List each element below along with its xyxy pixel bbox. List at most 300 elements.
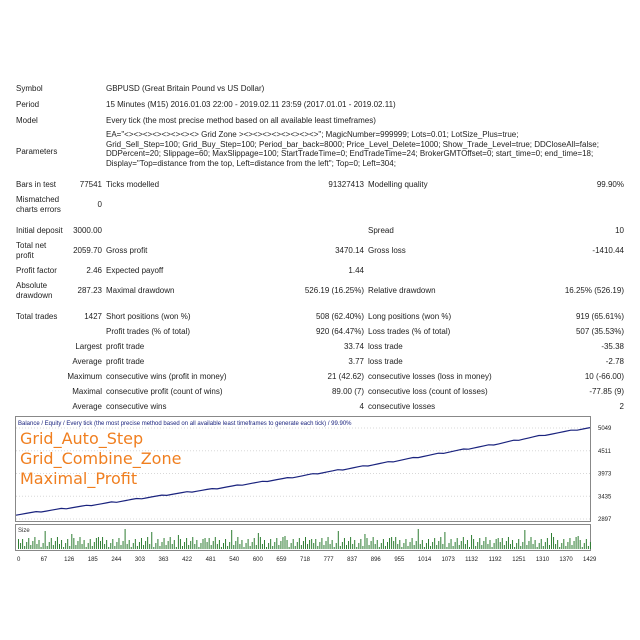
- mismatched-label: Mismatched: [16, 195, 60, 204]
- size-bar: [330, 544, 331, 549]
- size-bar: [98, 537, 99, 549]
- size-bar: [96, 538, 97, 549]
- size-bar: [170, 537, 171, 549]
- x-tick-label: 659: [276, 557, 287, 563]
- size-bar: [219, 540, 220, 549]
- x-tick-label: 1132: [465, 557, 478, 563]
- size-bar: [153, 547, 154, 549]
- size-bar: [225, 539, 226, 549]
- max-consecutive-wins-label: consecutive wins (profit in money): [106, 372, 227, 381]
- size-bar: [100, 541, 101, 549]
- size-bar: [379, 547, 380, 549]
- x-tick-label: 1014: [417, 557, 432, 563]
- size-bar: [586, 539, 587, 549]
- size-bar: [469, 547, 470, 549]
- maximal-consecutive-profit-label: consecutive profit (count of wins): [106, 387, 223, 396]
- size-bar: [477, 542, 478, 549]
- size-bar: [311, 539, 312, 549]
- x-tick-label: 540: [229, 557, 240, 563]
- maximal-consecutive-profit-value: 89.00 (7): [331, 387, 364, 396]
- parameters-line: Grid_Sell_Step=100; Grid_Buy_Step=100; Period_bar_back=8000; Price_Level_Delete=1000; Show_Trade_Level=true; DDCloseAll=false;: [106, 139, 599, 149]
- size-bar: [414, 545, 415, 549]
- size-bar: [334, 547, 335, 549]
- size-bar: [371, 541, 372, 549]
- largest-profit-value: 33.74: [343, 342, 364, 351]
- size-bar: [422, 540, 423, 549]
- size-bar: [377, 540, 378, 549]
- size-bar: [479, 538, 480, 549]
- long-positions-value: 919 (65.61%): [575, 312, 624, 321]
- size-bar: [67, 539, 68, 549]
- size-bar: [551, 533, 552, 549]
- size-bar: [139, 542, 140, 549]
- size-bar: [418, 529, 419, 549]
- size-bar: [71, 534, 72, 549]
- size-bar: [467, 540, 468, 549]
- size-bar: [110, 543, 111, 549]
- spread-label: Spread: [368, 226, 394, 235]
- average-consecutive-wins-value: 4: [359, 402, 364, 411]
- size-bar: [580, 540, 581, 549]
- size-bar: [53, 545, 54, 549]
- x-tick-label: 185: [87, 557, 98, 563]
- size-bar: [205, 538, 206, 549]
- size-bar: [200, 543, 201, 549]
- profit-factor-label: Profit factor: [16, 266, 57, 275]
- maximal-consecutive-loss-label: consecutive loss (count of losses): [368, 387, 488, 396]
- model-label: Model: [16, 116, 38, 125]
- size-bar: [174, 540, 175, 549]
- size-bar: [176, 547, 177, 549]
- y-tick-label: 3435: [598, 494, 612, 501]
- initial-deposit-value: 3000.00: [73, 226, 102, 235]
- size-bar: [256, 545, 257, 549]
- size-bar: [272, 546, 273, 549]
- size-bar: [453, 546, 454, 549]
- size-bar: [430, 546, 431, 549]
- size-bar: [157, 539, 158, 549]
- gross-profit-value: 3470.14: [335, 246, 364, 255]
- size-bar: [451, 539, 452, 549]
- size-bar: [305, 537, 306, 549]
- size-bar: [520, 546, 521, 549]
- size-bar: [184, 542, 185, 549]
- size-bar: [494, 543, 495, 549]
- size-bar: [227, 546, 228, 549]
- size-bar: [336, 543, 337, 549]
- size-bar: [47, 546, 48, 549]
- average-loss-value: -2.78: [605, 357, 624, 366]
- size-bar: [80, 537, 81, 549]
- size-bar: [88, 543, 89, 549]
- size-bar: [118, 538, 119, 549]
- size-bar: [121, 545, 122, 549]
- size-bar: [180, 539, 181, 549]
- size-bar: [215, 537, 216, 549]
- maximal-drawdown-value: 526.19 (16.25%): [304, 286, 364, 295]
- size-bar: [86, 547, 87, 549]
- size-bar: [241, 540, 242, 549]
- size-bar: [487, 544, 488, 549]
- size-bar: [63, 547, 64, 549]
- size-bar: [270, 539, 271, 549]
- max-consecutive-losses-value: 10 (-66.00): [584, 372, 624, 381]
- size-label: Size: [18, 528, 30, 534]
- size-bar: [309, 540, 310, 549]
- size-bar: [73, 538, 74, 549]
- size-bar: [133, 543, 134, 549]
- size-bar: [18, 539, 19, 549]
- size-bar: [244, 547, 245, 549]
- size-bar: [41, 547, 42, 549]
- size-bar: [274, 542, 275, 549]
- size-bar: [295, 546, 296, 549]
- size-bar: [26, 542, 27, 549]
- size-bar: [293, 539, 294, 549]
- size-bar: [326, 541, 327, 549]
- x-tick-label: 837: [347, 557, 358, 563]
- average-consecutive-losses-value: 2: [619, 402, 624, 411]
- size-bar: [319, 542, 320, 549]
- size-bar: [426, 543, 427, 549]
- size-bar: [389, 538, 390, 549]
- size-bar: [442, 544, 443, 549]
- x-tick-label: 718: [300, 557, 311, 563]
- size-bar: [555, 544, 556, 549]
- size-bar: [92, 546, 93, 549]
- size-bar: [237, 537, 238, 549]
- size-bar: [496, 539, 497, 549]
- size-bar: [373, 537, 374, 549]
- size-bar: [127, 544, 128, 549]
- size-bar: [198, 547, 199, 549]
- x-tick-label: 1251: [512, 557, 526, 563]
- size-bar: [547, 538, 548, 549]
- ticks-label: Ticks modelled: [106, 180, 160, 189]
- size-bar: [125, 529, 126, 549]
- x-tick-label: 1429: [583, 557, 597, 563]
- average-consecutive-losses-label: consecutive losses: [368, 402, 436, 411]
- size-bar: [65, 543, 66, 549]
- size-bar: [563, 539, 564, 549]
- size-bar: [401, 547, 402, 549]
- chart-header: Balance / Equity / Every tick (the most precise method based on all available least timeframes to generate each tick) / 99.90%: [18, 421, 352, 427]
- size-bar: [59, 544, 60, 549]
- size-bar: [348, 541, 349, 549]
- size-bar: [350, 537, 351, 549]
- profit-trades-value: 920 (64.47%): [315, 327, 364, 336]
- average-consecutive-wins-label: consecutive wins: [106, 402, 167, 411]
- size-bar: [432, 542, 433, 549]
- size-bar: [375, 544, 376, 549]
- size-bar: [569, 538, 570, 549]
- size-bar: [328, 537, 329, 549]
- size-bar: [182, 546, 183, 549]
- size-bar: [188, 545, 189, 549]
- total-trades-label: Total trades: [16, 312, 58, 321]
- net-profit-value: 2059.70: [73, 246, 102, 255]
- short-positions-value: 508 (62.40%): [315, 312, 364, 321]
- largest-loss-value: -35.38: [601, 342, 624, 351]
- size-bar: [239, 544, 240, 549]
- size-bar: [518, 539, 519, 549]
- size-bar: [217, 544, 218, 549]
- x-tick-label: 0: [17, 557, 21, 563]
- average-profit-value: 3.77: [348, 357, 364, 366]
- x-tick-label: 896: [370, 557, 381, 563]
- size-bar: [553, 537, 554, 549]
- largest-profit-label: profit trade: [106, 342, 145, 351]
- net-profit-label-2: profit: [16, 251, 34, 260]
- x-tick-label: 1192: [488, 557, 502, 563]
- size-bar: [590, 542, 591, 549]
- largest-label: Largest: [75, 342, 102, 351]
- size-bar: [151, 532, 152, 549]
- size-bar: [190, 541, 191, 549]
- y-tick-label: 3973: [598, 471, 612, 478]
- size-bar: [506, 541, 507, 549]
- size-bar: [315, 539, 316, 549]
- size-bar: [196, 540, 197, 549]
- x-tick-label: 955: [394, 557, 405, 563]
- size-bar: [526, 545, 527, 549]
- y-axis-ticks: [598, 426, 612, 523]
- size-bar: [254, 538, 255, 549]
- y-tick-label: 2897: [598, 517, 612, 523]
- size-bar: [34, 537, 35, 549]
- period-value: 15 Minutes (M15) 2016.01.03 22:00 - 2019.02.11 23:59 (2017.01.01 - 2019.02.11): [106, 100, 396, 109]
- size-bar: [162, 542, 163, 549]
- size-bar: [549, 545, 550, 549]
- size-bar: [528, 541, 529, 549]
- size-bar: [352, 544, 353, 549]
- size-bar: [307, 544, 308, 549]
- average-consecutive-label: Average: [72, 402, 102, 411]
- gross-loss-label: Gross loss: [368, 246, 406, 255]
- size-bar: [500, 542, 501, 549]
- size-bar: [516, 543, 517, 549]
- size-bar: [578, 536, 579, 549]
- size-bar: [537, 547, 538, 549]
- size-bar: [168, 541, 169, 549]
- overlay-label: Grid_Combine_Zone: [20, 449, 182, 468]
- x-tick-label: 67: [40, 557, 48, 563]
- x-tick-label: 1310: [535, 557, 550, 563]
- size-bar: [90, 539, 91, 549]
- balance-chart: [15, 416, 627, 566]
- size-bar: [164, 538, 165, 549]
- model-value: Every tick (the most precise method based on all available least timeframes): [106, 116, 376, 125]
- size-bar: [576, 537, 577, 549]
- x-axis-ticks: [17, 557, 597, 563]
- size-bar: [172, 544, 173, 549]
- size-bar: [32, 541, 33, 549]
- average-label: Average: [72, 357, 102, 366]
- mismatched-label-2: charts errors: [16, 205, 61, 214]
- size-bar: [367, 538, 368, 549]
- size-bar: [461, 541, 462, 549]
- size-bar: [574, 541, 575, 549]
- size-bar: [264, 540, 265, 549]
- size-bar: [104, 544, 105, 549]
- size-bar: [539, 543, 540, 549]
- size-bar: [364, 534, 365, 549]
- size-bar: [436, 545, 437, 549]
- size-bar: [114, 546, 115, 549]
- size-bar: [471, 535, 472, 549]
- size-bar: [459, 545, 460, 549]
- profit-trades-label: Profit trades (% of total): [106, 327, 191, 336]
- size-bar: [561, 543, 562, 549]
- size-bar: [131, 547, 132, 549]
- maximal-drawdown-label: Maximal drawdown: [106, 286, 175, 295]
- size-bar: [55, 541, 56, 549]
- net-profit-label: Total net: [16, 241, 47, 250]
- size-bar: [36, 544, 37, 549]
- size-bar: [559, 547, 560, 549]
- size-bar: [424, 547, 425, 549]
- size-bar: [391, 537, 392, 549]
- size-bar: [346, 545, 347, 549]
- size-bar: [229, 542, 230, 549]
- maximal-label: Maximal: [72, 387, 102, 396]
- size-bar: [408, 546, 409, 549]
- gross-loss-value: -1410.44: [592, 246, 624, 255]
- size-bar: [572, 545, 573, 549]
- size-bar: [75, 545, 76, 549]
- x-tick-label: 303: [134, 557, 145, 563]
- size-bar: [250, 546, 251, 549]
- size-bar: [209, 538, 210, 549]
- size-bar: [147, 537, 148, 549]
- size-bar: [510, 544, 511, 549]
- max-consecutive-wins-value: 21 (42.62): [327, 372, 364, 381]
- size-bar: [317, 546, 318, 549]
- size-bar: [49, 542, 50, 549]
- size-bar: [403, 543, 404, 549]
- size-bar: [61, 540, 62, 549]
- size-bar: [22, 539, 23, 549]
- size-bar: [108, 547, 109, 549]
- size-bar: [412, 538, 413, 549]
- absolute-drawdown-value: 287.23: [77, 286, 102, 295]
- size-bar: [449, 543, 450, 549]
- overlay-label: Grid_Auto_Step: [20, 429, 144, 448]
- size-bar: [155, 543, 156, 549]
- overlay-label: Maximal_Profit: [20, 469, 138, 488]
- size-bar: [492, 547, 493, 549]
- average-profit-label: profit trade: [106, 357, 145, 366]
- size-bar: [235, 541, 236, 549]
- size-bar: [116, 542, 117, 549]
- parameters-line: Display="Top=distance from the top, Left=distance from the left"; Top=0; Left=304;: [106, 158, 396, 168]
- size-bar: [282, 537, 283, 549]
- size-bar: [490, 540, 491, 549]
- parameters-value: [106, 130, 606, 168]
- size-bar: [84, 540, 85, 549]
- size-bar: [533, 544, 534, 549]
- size-bar: [43, 543, 44, 549]
- y-tick-label: 5049: [598, 426, 612, 432]
- parameters-line: EA="<><><><><><><><> Grid Zone ><><><><><><><><>"; MagicNumber=999999; Lots=0.01; LotSize_Plus=true;: [106, 130, 519, 139]
- size-bar: [340, 546, 341, 549]
- size-bar: [463, 537, 464, 549]
- size-bar: [299, 538, 300, 549]
- size-bar: [524, 530, 525, 549]
- x-tick-label: 126: [64, 557, 75, 563]
- size-bar: [567, 542, 568, 549]
- x-tick-label: 363: [158, 557, 169, 563]
- size-bar: [82, 544, 83, 549]
- size-bar: [285, 536, 286, 549]
- size-bar: [473, 539, 474, 549]
- average-loss-label: loss trade: [368, 357, 403, 366]
- expected-payoff-label: Expected payoff: [106, 266, 164, 275]
- size-bar: [211, 545, 212, 549]
- expected-payoff-value: 1.44: [348, 266, 364, 275]
- size-bar: [178, 535, 179, 549]
- loss-trades-label: Loss trades (% of total): [368, 327, 451, 336]
- max-consecutive-losses-label: consecutive losses (loss in money): [368, 372, 492, 381]
- absolute-drawdown-label: Absolute: [16, 281, 48, 290]
- size-bar: [541, 539, 542, 549]
- size-bar: [446, 547, 447, 549]
- size-bar: [498, 538, 499, 549]
- period-label: Period: [16, 100, 40, 109]
- size-bar: [278, 545, 279, 549]
- size-bar: [535, 540, 536, 549]
- size-bar: [342, 542, 343, 549]
- x-tick-label: 777: [323, 557, 334, 563]
- size-bar: [514, 547, 515, 549]
- size-bar: [106, 540, 107, 549]
- size-bar: [301, 545, 302, 549]
- size-bar: [444, 532, 445, 549]
- size-bar: [143, 545, 144, 549]
- size-bar: [584, 543, 585, 549]
- size-bar: [51, 538, 52, 549]
- size-bar: [502, 538, 503, 549]
- size-bar: [522, 542, 523, 549]
- size-bar: [248, 539, 249, 549]
- size-bar: [102, 537, 103, 549]
- size-bar: [356, 547, 357, 549]
- size-bar: [358, 543, 359, 549]
- size-bar: [276, 538, 277, 549]
- size-bar: [28, 538, 29, 549]
- initial-deposit-label: Initial deposit: [16, 226, 63, 235]
- symbol-label: Symbol: [16, 84, 43, 93]
- size-bar: [303, 541, 304, 549]
- size-bar: [438, 541, 439, 549]
- size-bar: [362, 546, 363, 549]
- size-bar: [485, 537, 486, 549]
- size-bar: [112, 539, 113, 549]
- size-bar: [192, 537, 193, 549]
- size-bar: [252, 542, 253, 549]
- size-bar: [455, 542, 456, 549]
- size-bar: [94, 542, 95, 549]
- x-tick-label: 244: [111, 557, 122, 563]
- size-bar: [465, 544, 466, 549]
- size-bar: [457, 538, 458, 549]
- size-bar: [321, 538, 322, 549]
- size-bar: [280, 541, 281, 549]
- size-bar: [297, 542, 298, 549]
- size-bar: [258, 533, 259, 549]
- size-bar: [475, 546, 476, 549]
- size-bar: [123, 541, 124, 549]
